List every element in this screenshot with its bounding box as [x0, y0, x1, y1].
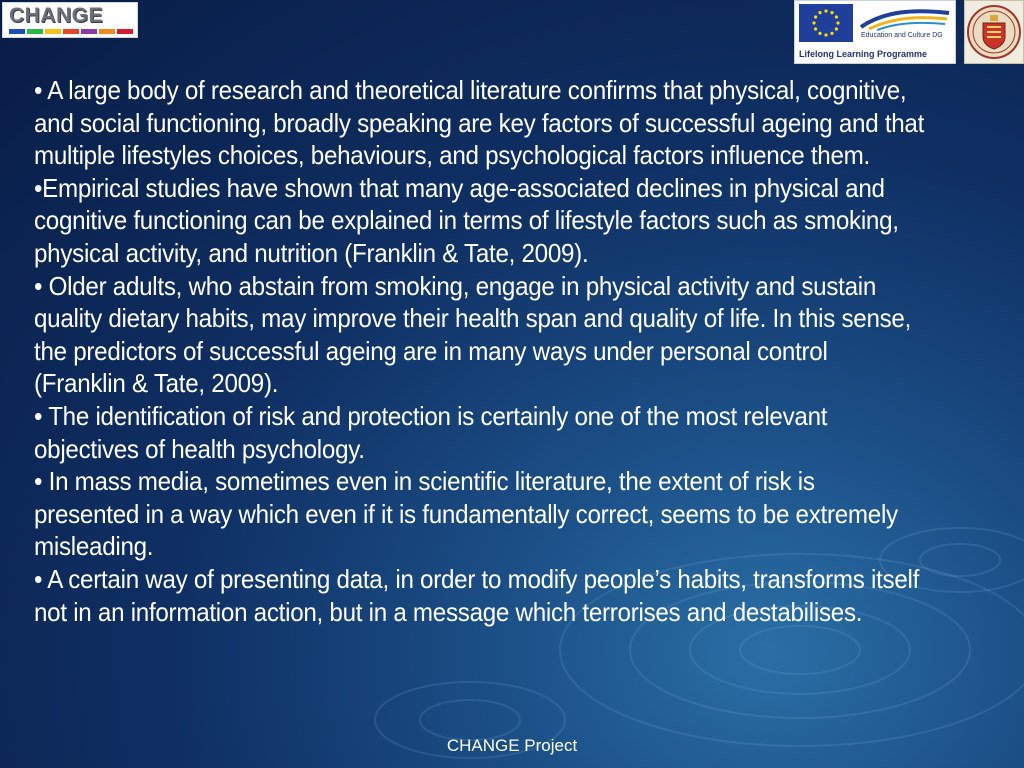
bullet-6: • A certain way of presenting data, in order to modify people’s habits, transforms itself not in an information action, but in a message which terrorises and destabilises. [34, 563, 920, 627]
bullet-2: •Empirical studies have shown that many age-associated declines in physical and cognitive functioning can be explained in terms of lifestyle factors such as smoking, physical activity, and nutrition (Franklin & Tate, 2009). [34, 172, 899, 268]
bullet-3: • Older adults, who abstain from smoking, engage in physical activity and sustain quality dietary habits, may improve their health span and quality of life. In this sense, the predictors of successful ageing are in many ways under personal control (Franklin & Tate, 2009). [34, 270, 912, 399]
university-seal-icon [965, 1, 1023, 63]
eu-caption: Education and Culture DG [861, 32, 943, 39]
change-bar-5 [81, 29, 97, 34]
change-bar-1 [9, 29, 25, 34]
slide-body [34, 74, 925, 628]
eu-lifelong-learning-logo [794, 0, 956, 64]
bullet-4: • The identification of risk and protection is certainly one of the most relevant objectives of health psychology. [34, 400, 828, 464]
change-bar-6 [99, 29, 115, 34]
university-seal [964, 0, 1024, 64]
bullet-1: • A large body of research and theoretical literature confirms that physical, cognitive, and social functioning, broadly speaking are key factors of successful ageing and that multiple lifestyles choices, behaviours, and psychological factors influence them. [34, 75, 925, 171]
change-bar-4 [63, 29, 79, 34]
change-bar-7 [117, 29, 133, 34]
change-project-logo [2, 2, 138, 38]
eu-programme-label: Lifelong Learning Programme [799, 49, 928, 59]
education-culture-swoosh-icon [859, 7, 951, 31]
change-logo-color-bars [9, 29, 133, 34]
bullet-5: • In mass media, sometimes even in scientific literature, the extent of risk is presented in a way which even if it is fundamentally correct, seems to be extremely misleading. [34, 466, 898, 562]
change-logo-text: CHANGE [9, 4, 104, 27]
change-bar-3 [45, 29, 61, 34]
eu-flag-icon [799, 4, 853, 42]
slide-footer: CHANGE Project [446, 736, 578, 755]
change-bar-2 [27, 29, 43, 34]
